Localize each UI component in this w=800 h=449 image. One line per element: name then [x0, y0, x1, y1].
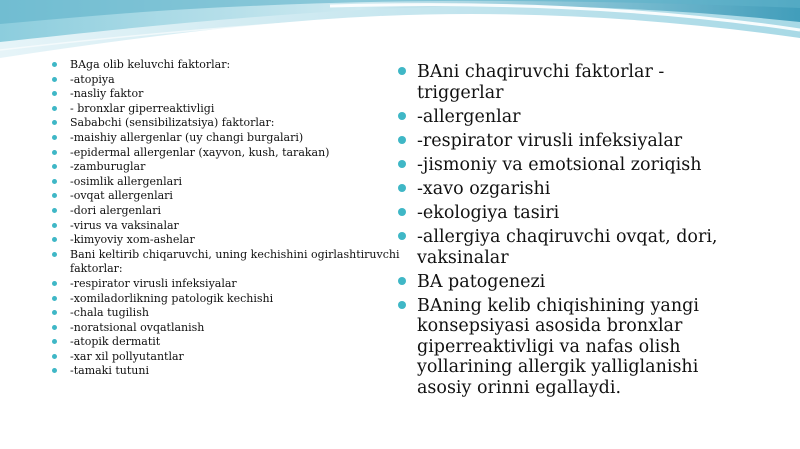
list-item-text: -atopiya — [70, 72, 115, 86]
bullet-icon — [52, 120, 57, 125]
list-item — [52, 292, 412, 307]
list-item — [52, 58, 412, 73]
list-item — [52, 335, 412, 350]
list-item-text: -allergenlar — [417, 106, 521, 127]
list-item — [52, 189, 412, 204]
list-item — [398, 296, 738, 399]
bullet-icon — [52, 193, 57, 198]
bullet-icon — [52, 325, 57, 330]
list-item — [52, 102, 412, 117]
list-item-text: -zamburuglar — [70, 160, 146, 174]
list-item-text: -ovqat allergenlari — [70, 189, 173, 203]
list-item — [52, 146, 412, 161]
list-item — [52, 219, 412, 234]
bullet-icon — [398, 160, 406, 168]
bullet-icon — [398, 184, 406, 192]
list-item — [52, 277, 412, 292]
list-item — [52, 87, 412, 102]
list-item-text: -atopik dermatit — [70, 335, 161, 349]
list-item — [52, 204, 412, 219]
bullet-icon — [398, 208, 406, 216]
list-item — [398, 272, 738, 293]
list-item-text: -respirator virusli infeksiyalar — [417, 130, 683, 151]
list-item — [398, 155, 738, 176]
bullet-icon — [398, 136, 406, 144]
bullet-icon — [52, 208, 57, 213]
list-item — [398, 227, 738, 268]
list-item-text: -dori alergenlari — [70, 203, 161, 217]
bullet-icon — [52, 252, 57, 257]
list-item-text: -osimlik allergenlari — [70, 174, 182, 188]
list-item — [52, 321, 412, 336]
list-item — [398, 107, 738, 128]
list-item-text: -kimyoviy xom-ashelar — [70, 233, 195, 247]
right-trigger-list — [398, 62, 738, 402]
list-item — [52, 116, 412, 131]
list-item-text: -xomiladorlikning patologik kechishi — [70, 291, 274, 305]
list-item-text: -xar xil pollyutantlar — [70, 349, 184, 363]
bullet-icon — [52, 164, 57, 169]
bullet-icon — [52, 150, 57, 155]
list-item-text: -chala tugilish — [70, 306, 149, 320]
list-item — [52, 73, 412, 88]
list-item — [52, 233, 412, 248]
list-item — [52, 364, 412, 379]
bullet-icon — [52, 339, 57, 344]
list-item — [398, 203, 738, 224]
bullet-icon — [52, 281, 57, 286]
list-item — [52, 175, 412, 190]
list-item-text: BA patogenezi — [417, 271, 546, 292]
list-item — [52, 350, 412, 365]
list-item-text: -respirator virusli infeksiyalar — [70, 276, 237, 290]
list-item-text: -tamaki tutuni — [70, 364, 149, 378]
list-item — [398, 179, 738, 200]
list-item — [52, 131, 412, 146]
list-item-text: Bani keltirib chiqaruvchi, uning kechishini ogirlashtiruvchi faktorlar: — [70, 247, 400, 276]
list-item — [398, 62, 738, 103]
list-item — [398, 131, 738, 152]
left-factor-list — [52, 58, 412, 379]
list-item-text: -xavo ozgarishi — [417, 178, 551, 199]
bullet-icon — [398, 232, 406, 240]
bullet-icon — [52, 223, 57, 228]
list-item-text: -virus va vaksinalar — [70, 218, 179, 232]
list-item-text: BAga olib keluvchi faktorlar: — [70, 58, 231, 71]
list-item-text: -maishiy allergenlar (uy changi burgalari) — [70, 130, 304, 144]
list-item — [52, 248, 412, 277]
bullet-icon — [52, 62, 57, 67]
bullet-icon — [52, 106, 57, 111]
bullet-icon — [52, 310, 57, 315]
bullet-icon — [52, 237, 57, 242]
bullet-icon — [398, 112, 406, 120]
bullet-icon — [52, 354, 57, 359]
bullet-icon — [52, 296, 57, 301]
bullet-icon — [398, 277, 406, 285]
list-item-text: -jismoniy va emotsional zoriqish — [417, 154, 702, 175]
bullet-icon — [52, 77, 57, 82]
bullet-icon — [52, 368, 57, 373]
bullet-icon — [398, 301, 406, 309]
list-item-text: BAning kelib chiqishining yangi konsepsiyasi asosida bronxlar giperreaktivligi va nafas olish yollarining allergik yalliglanishi asosiy orinni egallaydi. — [417, 295, 699, 398]
list-item — [52, 306, 412, 321]
list-item-text: -nasliy faktor — [70, 87, 144, 101]
bullet-icon — [52, 91, 57, 96]
list-item-text: BAni chaqiruvchi faktorlar - triggerlar — [417, 62, 665, 103]
list-item-text: -allergiya chaqiruvchi ovqat, dori, vaksinalar — [417, 227, 718, 268]
list-item-text: -epidermal allergenlar (xayvon, kush, tarakan) — [70, 145, 330, 159]
bullet-icon — [52, 179, 57, 184]
list-item-text: -noratsional ovqatlanish — [70, 320, 205, 334]
list-item-text: -ekologiya tasiri — [417, 202, 560, 223]
list-item — [52, 160, 412, 175]
list-item-text: Sababchi (sensibilizatsiya) faktorlar: — [70, 116, 275, 130]
bullet-icon — [52, 135, 57, 140]
bullet-icon — [398, 67, 406, 75]
list-item-text: - bronxlar giperreaktivligi — [70, 101, 215, 115]
